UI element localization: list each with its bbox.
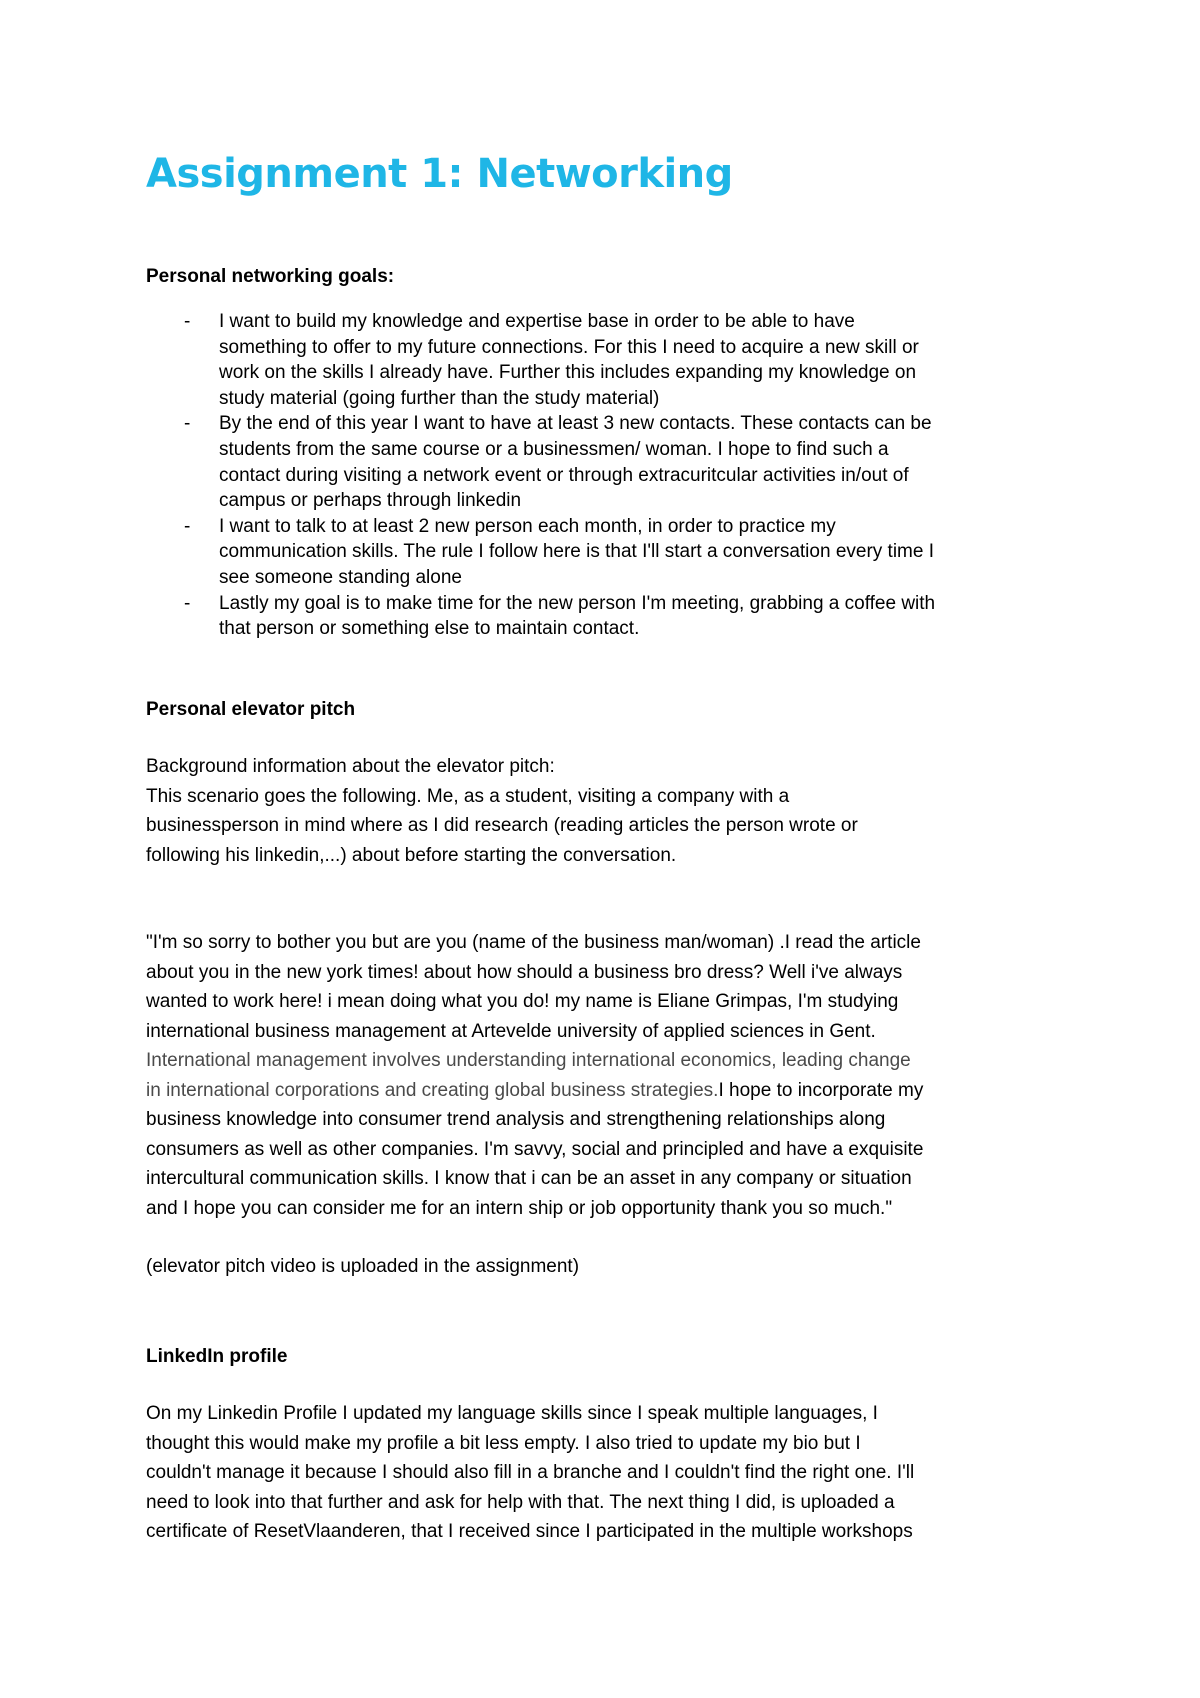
goal-line: something to offer to my future connections. For this I need to acquire a new skill or bbox=[219, 336, 919, 358]
text-line: Background information about the elevator pitch: bbox=[146, 756, 555, 777]
text-line: This scenario goes the following. Me, as a student, visiting a company with a bbox=[146, 785, 790, 807]
goal-line: communication skills. The rule I follow here is that I'll start a conversation every time I bbox=[219, 541, 935, 563]
pitch-background bbox=[146, 752, 1066, 870]
text-line: couldn't manage it because I should also fill in a branche and I couldn't find the right one. I'll bbox=[146, 1462, 915, 1483]
list-dash: - bbox=[184, 515, 191, 537]
goal-line: that person or something else to maintain contact. bbox=[219, 618, 640, 640]
goal-line: I want to build my knowledge and expertise base in order to be able to have bbox=[219, 311, 855, 332]
text-line: businessperson in mind where as I did research (reading articles the person wrote or bbox=[146, 815, 858, 836]
black-fragment: I hope to incorporate my bbox=[718, 1079, 924, 1101]
text-line: international business management at Artevelde university of applied sciences in Gent. bbox=[146, 1020, 876, 1042]
goal-line: study material (going further than the study material) bbox=[219, 387, 660, 409]
list-dash: - bbox=[184, 592, 191, 614]
goals-list bbox=[146, 309, 1066, 642]
grey-fragment: in international corporations and creating global business strategies. bbox=[146, 1079, 719, 1101]
goal-line: work on the skills I already have. Further this includes expanding my knowledge on bbox=[219, 362, 917, 384]
text-line: certificate of ResetVlaanderen, that I received since I participated in the multiple workshops bbox=[146, 1521, 913, 1542]
goal-line: Lastly my goal is to make time for the new person I'm meeting, grabbing a coffee with bbox=[219, 592, 936, 614]
goal-line: I want to talk to at least 2 new person each month, in order to practice my bbox=[219, 515, 836, 537]
goal-item bbox=[146, 591, 1066, 642]
goal-line: contact during visiting a network event or through extracuritcular activities in/out of bbox=[219, 464, 909, 486]
goal-item bbox=[146, 309, 1066, 411]
text-line: about you in the new york times! about how should a business bro dress? Well i've always bbox=[146, 961, 903, 983]
goal-line: By the end of this year I want to have at least 3 new contacts. These contacts can be bbox=[219, 413, 932, 435]
text-line: business knowledge into consumer trend analysis and strengthening relationships along bbox=[146, 1109, 886, 1130]
text-line: need to look into that further and ask for help with that. The next thing I did, is uploaded a bbox=[146, 1491, 895, 1513]
text-line: thought this would make my profile a bit less empty. I also tried to update my bio but I bbox=[146, 1432, 861, 1454]
goal-item bbox=[146, 514, 1066, 591]
pitch-heading: Personal elevator pitch bbox=[146, 699, 356, 720]
list-dash: - bbox=[184, 311, 191, 332]
video-note bbox=[146, 1252, 1066, 1282]
text-line: consumers as well as other companies. I'm savvy, social and principled and have a exquisite bbox=[146, 1138, 924, 1160]
goals-heading: Personal networking goals: bbox=[146, 266, 395, 287]
linkedin-heading: LinkedIn profile bbox=[146, 1346, 288, 1367]
linkedin-body bbox=[146, 1399, 1066, 1547]
text-line: intercultural communication skills. I know that i can be an asset in any company or situation bbox=[146, 1168, 912, 1189]
goal-line: see someone standing alone bbox=[219, 566, 462, 588]
list-dash: - bbox=[184, 413, 191, 435]
text-line: (elevator pitch video is uploaded in the assignment) bbox=[146, 1256, 580, 1277]
text-line: and I hope you can consider me for an intern ship or job opportunity thank you so much." bbox=[146, 1197, 893, 1219]
text-line: wanted to work here! i mean doing what you do! my name is Eliane Grimpas, I'm studying bbox=[146, 991, 899, 1012]
goal-line: students from the same course or a businessmen/ woman. I hope to find such a bbox=[219, 438, 889, 460]
text-line: International management involves understanding international economics, leading change bbox=[146, 1050, 911, 1071]
pitch-quote bbox=[146, 928, 1066, 1223]
text-line: following his linkedin,...) about before starting the conversation. bbox=[146, 844, 677, 866]
text-line: "I'm so sorry to bother you but are you (name of the business man/woman) .I read the article bbox=[146, 932, 921, 953]
goal-line: campus or perhaps through linkedin bbox=[219, 490, 522, 512]
text-line: On my Linkedin Profile I updated my language skills since I speak multiple languages, I bbox=[146, 1403, 878, 1424]
goal-item bbox=[146, 411, 1066, 513]
text-line-mixed bbox=[146, 1076, 1066, 1106]
document-title: Assignment 1: Networking bbox=[146, 151, 733, 197]
